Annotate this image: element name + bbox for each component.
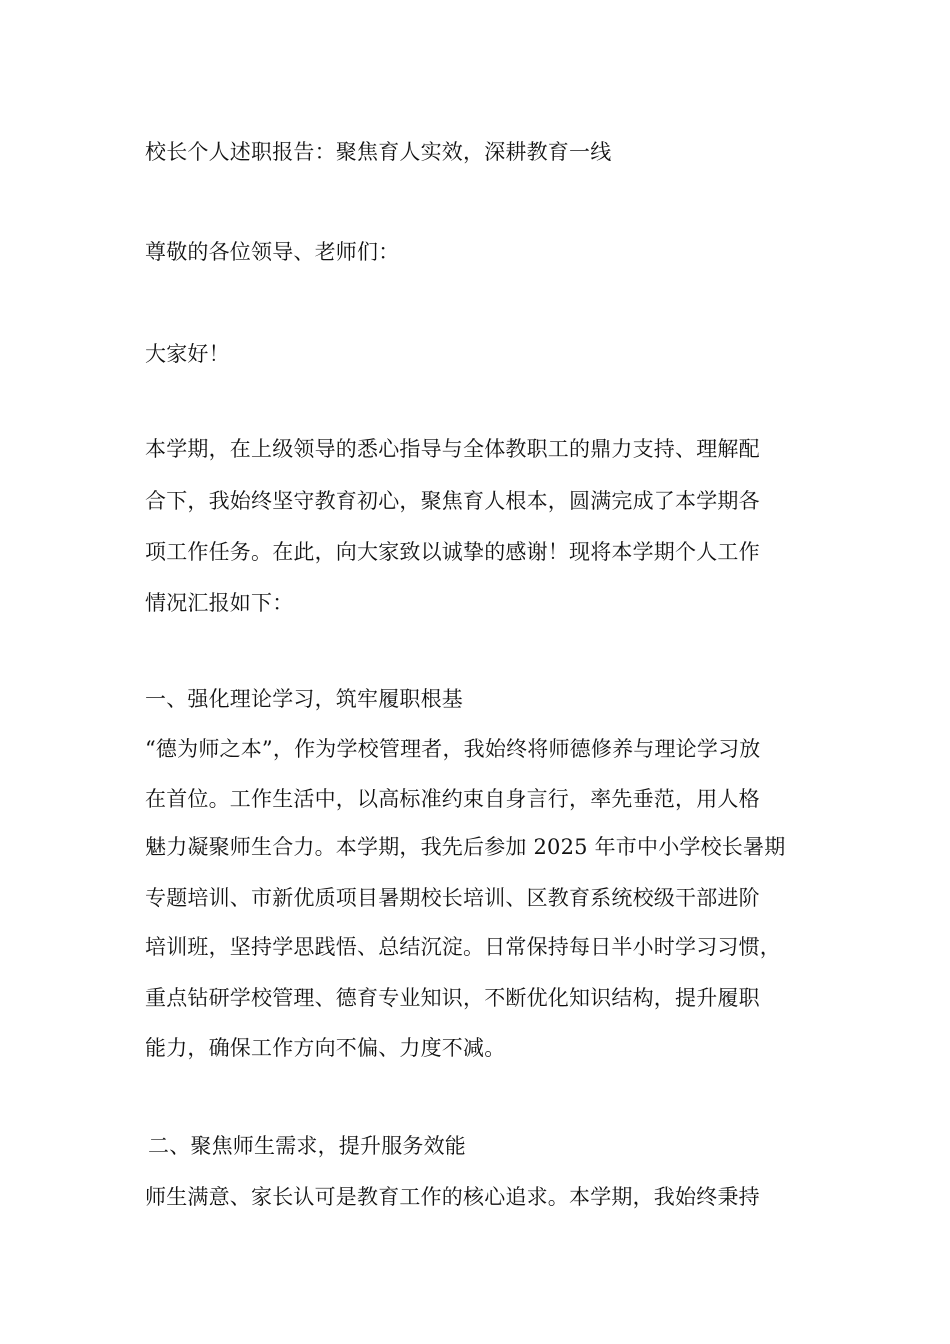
paragraph-line: 在首位。工作生活中，以高标准约束自身言行，率先垂范，用人格 (145, 787, 760, 811)
paragraph-line: 专题培训、市新优质项目暑期校长培训、区教育系统校级干部进阶 (145, 886, 760, 910)
paragraph-line: 合下，我始终坚守教育初心，聚焦育人根本，圆满完成了本学期各 (145, 489, 760, 513)
paragraph-line: 师生满意、家长认可是教育工作的核心追求。本学期，我始终秉持 (145, 1185, 760, 1209)
paragraph-line: “德为师之本”，作为学校管理者，我始终将师德修养与理论学习放 (145, 737, 761, 761)
paragraph-line: 重点钻研学校管理、德育专业知识，不断优化知识结构，提升履职 (145, 986, 760, 1010)
section-heading-2: 二、聚焦师生需求，提升服务效能 (148, 1134, 466, 1158)
paragraph-line: 培训班，坚持学思践悟、总结沉淀。日常保持每日半小时学习习惯， (145, 935, 781, 959)
paragraph-line: 魅力凝聚师生合力。本学期，我先后参加 2025 年市中小学校长暑期 (145, 835, 786, 859)
salutation: 尊敬的各位领导、老师们： (145, 240, 400, 264)
greeting: 大家好！ (145, 342, 230, 366)
document-title: 校长个人述职报告：聚焦育人实效，深耕教育一线 (145, 140, 612, 164)
paragraph-line: 能力，确保工作方向不偏、力度不减。 (145, 1036, 506, 1060)
paragraph-line: 项工作任务。在此，向大家致以诚挚的感谢！现将本学期个人工作 (145, 540, 760, 564)
section-heading-1: 一、强化理论学习，筑牢履职根基 (145, 687, 463, 711)
paragraph-line: 情况汇报如下： (145, 591, 294, 615)
paragraph-line: 本学期，在上级领导的悉心指导与全体教职工的鼎力支持、理解配 (145, 437, 760, 461)
